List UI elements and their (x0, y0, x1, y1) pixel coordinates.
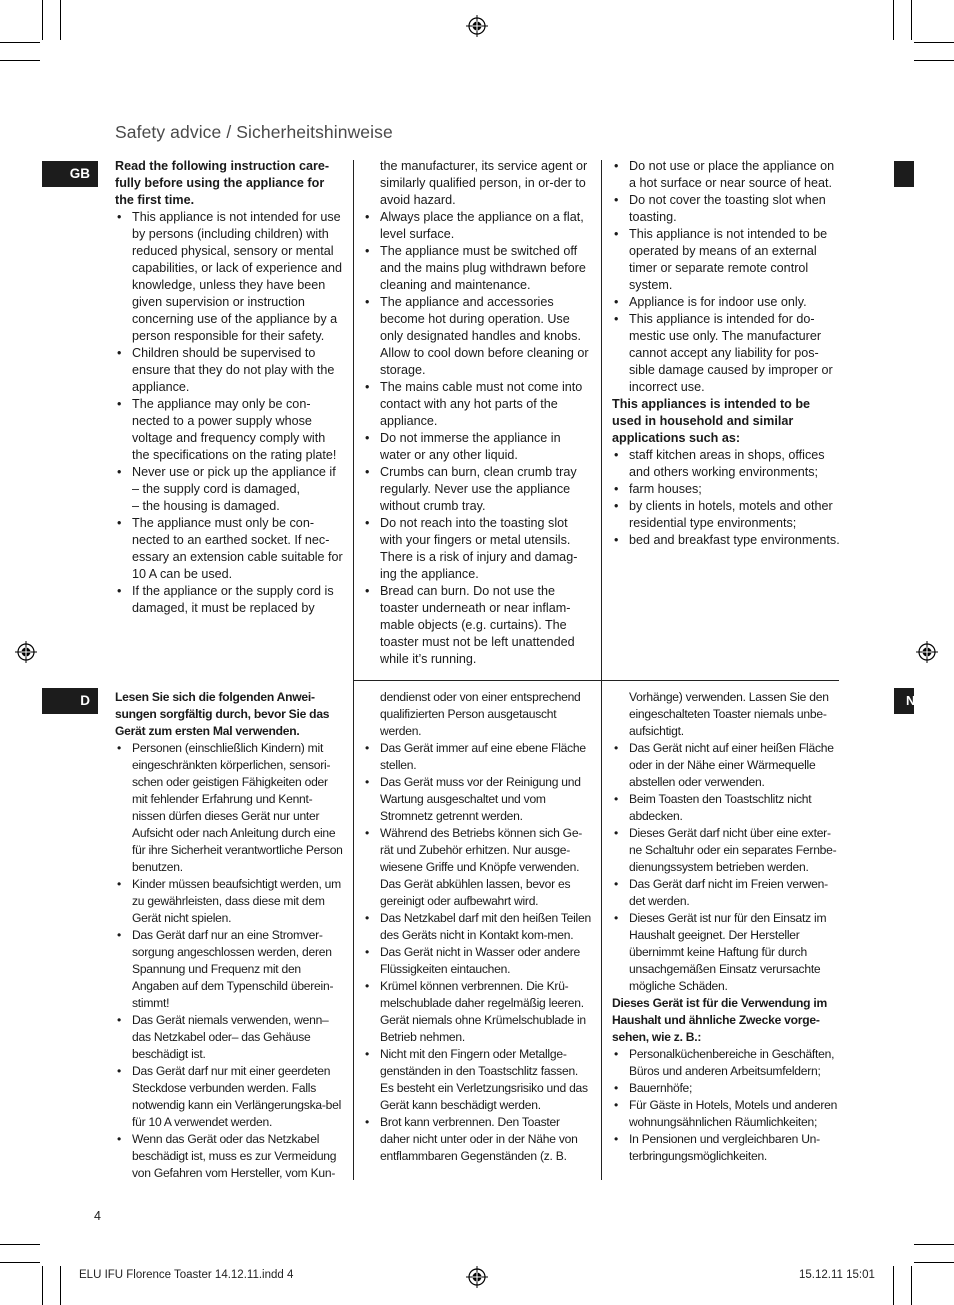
list-item: • If the appliance or the supply cord is damaged, it must be replaced by (115, 583, 343, 617)
list-item: • Das Gerät darf nicht im Freien verwen-det werden. (612, 876, 840, 910)
list-item: • Bread can burn. Do not use the toaster underneath or near inflam-mable objects (e.g. curtains). The toaster must not be left unattended while it’s running. (363, 583, 591, 668)
crop-mark (893, 1266, 894, 1305)
gb-applications-heading: This appliances is intended to be used in household and similar applications such as: (612, 397, 811, 445)
de-column-2 (363, 689, 591, 1165)
registration-mark-icon (466, 1266, 488, 1288)
crop-mark (0, 1262, 40, 1263)
list-item: • Do not use or place the appliance on a hot surface or near source of heat. (612, 158, 840, 192)
page-title: Safety advice / Sicherheitshinweise (115, 122, 393, 142)
list-item: • Das Gerät nicht in Wasser oder andere Flüssigkeiten eintauchen. (363, 944, 591, 978)
de-list-4 (612, 1046, 840, 1165)
list-item: • This appliance is intended for do-mestic use only. The manufacturer cannot accept any liability for pos-sible damage caused by improper or incorrect use. (612, 311, 840, 396)
registration-mark-icon (466, 15, 488, 37)
de-applications-heading: Dieses Gerät ist für die Verwendung im Haushalt und ähnliche Zwecke vorge-sehen, wie z. B.: (612, 996, 827, 1044)
list-item: • Never use or pick up the appliance if (115, 464, 343, 481)
list-item: • by clients in hotels, motels and other residential type environments; (612, 498, 840, 532)
language-tab-gb: GB (42, 161, 98, 187)
list-item: • Kinder müssen beaufsichtigt werden, um zu gewährleisten, dass diese mit dem Gerät nicht spielen. (115, 876, 343, 927)
list-continuation: the manufacturer, its service agent or similarly qualified person, in or-der to avoid hazard. (380, 159, 588, 207)
list-item: • Brot kann verbrennen. Den Toaster daher nicht unter oder in der Nähe von entflammbaren Gegenständen (z. B. (363, 1114, 591, 1165)
list-item: • This appliance is not intended to be operated by means of an external timer or separate remote control system. (612, 226, 840, 294)
list-item: • Always place the appliance on a flat, level surface. (363, 209, 591, 243)
gb-list-1 (115, 209, 343, 617)
crop-mark (42, 0, 43, 40)
list-item: • Nicht mit den Fingern oder Metallge-genständen in den Toastschlitz fassen. Es besteht ein Verletzungsrisiko und das Gerät kann beschädigt werden. (363, 1046, 591, 1114)
list-item: • Für Gäste in Hotels, Motels und anderen wohnungsähnlichen Räumlichkeiten; (612, 1097, 840, 1131)
crop-mark (60, 0, 61, 40)
de-list-3 (612, 689, 840, 995)
list-item: • The appliance may only be con-nected to a power supply whose voltage and frequency comply with the specifications on the rating plate! (115, 396, 343, 464)
list-item: • Das Gerät niemals verwenden, wenn– das Netzkabel oder– das Gehäuse beschädigt ist. (115, 1012, 343, 1063)
crop-mark (911, 1266, 912, 1305)
list-item: • Beim Toasten den Toastschlitz nicht abdecken. (612, 791, 840, 825)
de-column-1 (115, 689, 343, 1182)
column-divider (601, 160, 602, 680)
list-item: • In Pensionen und vergleichbaren Un-terbringungsmöglichkeiten. (612, 1131, 840, 1165)
list-subitem: – the supply cord is damaged, (132, 482, 301, 496)
page-number: 4 (94, 1209, 101, 1223)
crop-mark (0, 1244, 40, 1245)
list-continuation: dendienst oder von einer entsprechend qualifizierten Person ausgetauscht werden. (380, 690, 581, 738)
list-item: • Do not immerse the appliance in water or any other liquid. (363, 430, 591, 464)
list-item: • Wenn das Gerät oder das Netzkabel beschädigt ist, muss es zur Vermeidung von Gefahren vom Hersteller, vom Kun- (115, 1131, 343, 1182)
gb-list-2 (363, 158, 591, 668)
list-item: • Personalküchenbereiche in Geschäften, Büros und anderen Arbeitsumfeldern; (612, 1046, 840, 1080)
crop-mark (914, 42, 954, 43)
crop-mark (0, 60, 40, 61)
list-continuation: Vorhänge) verwenden. Lassen Sie den eingeschalteten Toaster niemals unbe-aufsichtigt. (629, 690, 829, 738)
column-divider (601, 680, 602, 1180)
gb-column-3 (612, 158, 840, 549)
list-item: • Das Gerät darf nur mit einer geerdeten Steckdose verbunden werden. Falls notwendig kann ein Verlängerungska-bel für 10 A verwendet werden. (115, 1063, 343, 1131)
crop-mark (893, 0, 894, 40)
list-item: • Do not cover the toasting slot when toasting. (612, 192, 840, 226)
list-item: • staff kitchen areas in shops, offices and others working environments; (612, 447, 840, 481)
list-item: • Das Gerät muss vor der Reinigung und Wartung ausgeschaltet und vom Stromnetz getrennt werden. (363, 774, 591, 825)
gb-intro: Read the following instruction care-fully before using the appliance for the first time. (115, 159, 330, 207)
crop-mark (914, 60, 954, 61)
list-item: • bed and breakfast type environments. (612, 532, 840, 549)
de-list-2 (363, 689, 591, 1165)
list-item: • Dieses Gerät ist nur für den Einsatz im Haushalt geeignet. Der Hersteller übernimmt keine Haftung für durch unsachgemäßen Einsatz verursachte mögliche Schäden. (612, 910, 840, 995)
gb-column-1 (115, 158, 343, 617)
footer-date: 15.12.11 15:01 (799, 1269, 875, 1281)
crop-mark (914, 1244, 954, 1245)
crop-mark (0, 42, 40, 43)
list-item: • The appliance must only be con-nected to an earthed socket. If nec-essary an extension cable suitable for 10 A can be used. (115, 515, 343, 583)
de-list-1 (115, 740, 343, 1182)
de-intro: Lesen Sie sich die folgenden Anwei-sungen sorgfältig durch, bevor Sie das Gerät zum ersten Mal verwenden. (115, 690, 330, 738)
list-item: • Personen (einschließlich Kindern) mit eingeschränkten körperlichen, sensori-schen oder geistigen Fähigkeiten oder mit fehlender Erfahrung und Kennt-nissen dürfen dieses Gerät nur unter Aufsicht oder nach Anleitung durch eine für ihre Sicherheit verantwortliche Person benutzen. (115, 740, 343, 876)
gb-list-4 (612, 447, 840, 549)
section-divider (353, 680, 839, 681)
list-item: • The appliance and accessories become hot during operation. Use only designated handles and knobs. Allow to cool down before cleaning or storage. (363, 294, 591, 379)
crop-mark (42, 1266, 43, 1305)
list-item: • Do not reach into the toasting slot with your fingers or metal utensils. There is a risk of injury and damag-ing the appliance. (363, 515, 591, 583)
list-item: • Crumbs can burn, clean crumb tray regularly. Never use the appliance without crumb tray. (363, 464, 591, 515)
crop-mark (60, 1266, 61, 1305)
list-item: • Krümel können verbrennen. Die Krü-melschublade daher regelmäßig leeren. Gerät niemals ohne Krümelschublade in Betrieb nehmen. (363, 978, 591, 1046)
gb-list-3 (612, 158, 840, 396)
gb-column-2 (363, 158, 591, 668)
list-item: • farm houses; (612, 481, 840, 498)
de-column-3 (612, 689, 840, 1165)
crop-mark (911, 0, 912, 40)
list-item: • Appliance is for indoor use only. (612, 294, 840, 311)
list-item: • Children should be supervised to ensure that they do not play with the appliance. (115, 345, 343, 396)
list-item: • Das Gerät nicht auf einer heißen Fläche oder in der Nähe einer Wärmequelle abstellen oder verwenden. (612, 740, 840, 791)
language-tab-right (894, 161, 914, 187)
list-subitem: – the housing is damaged. (132, 499, 280, 513)
list-item: • Das Netzkabel darf mit den heißen Teilen des Geräts nicht in Kontakt kom-men. (363, 910, 591, 944)
footer-file-info: ELU IFU Florence Toaster 14.12.11.indd 4 (79, 1269, 294, 1281)
list-item: • The mains cable must not come into contact with any hot parts of the appliance. (363, 379, 591, 430)
column-divider (353, 680, 354, 1180)
list-item: • Das Gerät immer auf eine ebene Fläche stellen. (363, 740, 591, 774)
list-item: • Während des Betriebs können sich Ge-rät und Zubehör erhitzen. Nur ausge-wiesene Griffe und Knöpfe verwenden. Das Gerät abkühlen lassen, bevor es gereinigt oder aufbewahrt wird. (363, 825, 591, 910)
list-item: • The appliance must be switched off and the mains plug withdrawn before cleaning and maintenance. (363, 243, 591, 294)
list-item: • This appliance is not intended for use by persons (including children) with reduced physical, sensory or mental capabilities, or lack of experience and knowledge, unless they have been given supervision or instruction concerning use of the appliance by a person responsible for their safety. (115, 209, 343, 345)
registration-mark-icon (15, 641, 37, 663)
list-item: • Das Gerät darf nur an eine Stromver-sorgung angeschlossen werden, deren Spannung und Frequenz mit den Angaben auf dem Typenschild überein-stimmt! (115, 927, 343, 1012)
list-item: • Dieses Gerät darf nicht über eine exter-ne Schaltuhr oder ein separates Fernbe-dienungssystem betrieben werden. (612, 825, 840, 876)
crop-mark (914, 1262, 954, 1263)
registration-mark-icon (916, 641, 938, 663)
language-tab-de: D (42, 688, 98, 714)
column-divider (353, 160, 354, 680)
list-item: • Bauernhöfe; (612, 1080, 840, 1097)
language-tab-right-de: N (894, 688, 914, 714)
